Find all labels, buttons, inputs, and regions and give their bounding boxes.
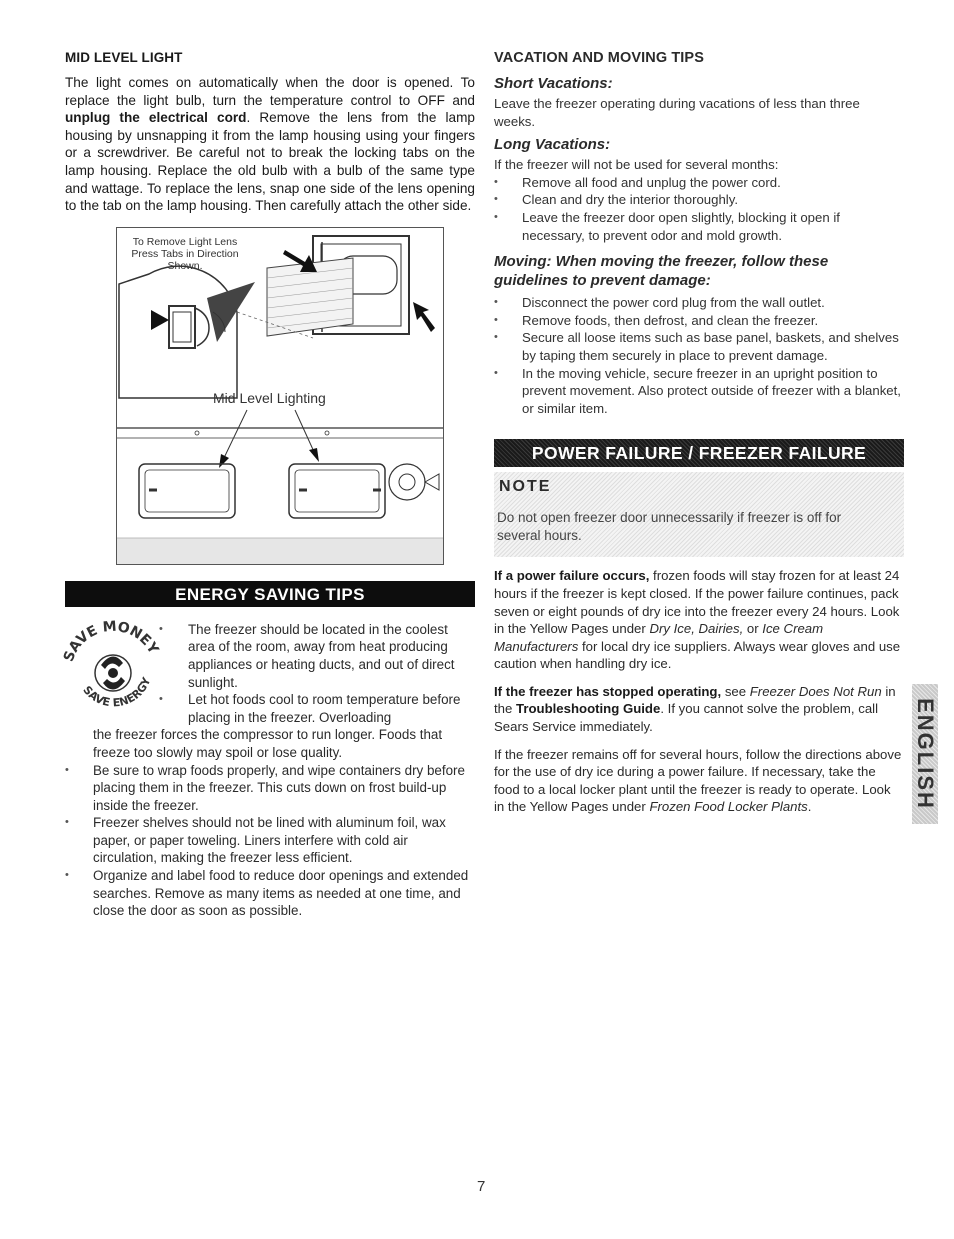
energy-tip2-continued: the freezer forces the compressor to run longer. Foods that freeze too slowly may spoil or lose quality.: [93, 727, 443, 760]
vacation-heading: VACATION AND MOVING TIPS: [494, 50, 704, 66]
mid-level-light-heading: MID LEVEL LIGHT: [65, 50, 183, 65]
long-vacations-heading: Long Vacations:: [494, 136, 611, 154]
list-item: • Disconnect the power cord plug from the wall outlet.: [494, 294, 904, 312]
freezer-off-paragraph: If the freezer remains off for several hours, follow the directions above for the use of dry ice during a power failure. If necessary, take the food to a local locker plant until the freezer is ready to operate. Look in the Yellow Pages under Frozen Food Locker Plants.: [494, 746, 902, 815]
power-failure-paragraph: If a power failure occurs, frozen foods will stay frozen for at least 24 hours if the freezer is kept closed. If the power failure continues, pack seven or eight pounds of dry ice into the freezer every 24 hours. Look in the Yellow Pages under Dry Ice, Dairies, or Ice Cream Manufacturers for local dry ice suppliers. Always wear gloves and use caution when handling dry ice.: [494, 568, 901, 672]
energy-tips-list-top: [65, 621, 475, 727]
moving-list: [494, 294, 904, 417]
note-title: NOTE: [499, 478, 552, 496]
right-column: [494, 50, 904, 816]
left-column: [60, 50, 475, 920]
list-item: • Let hot foods cool to room temperature before placing in the freezer. Overloading: [65, 691, 475, 726]
list-item: • Remove foods, then defrost, and clean the freezer.: [494, 312, 904, 330]
long-vacations-intro: If the freezer will not be used for several months:: [494, 157, 779, 173]
svg-text:SAVE ENERGY: SAVE ENERGY: [80, 675, 154, 710]
figure-label: Mid Level Lighting: [213, 389, 326, 406]
svg-text:SAVE MONEY: SAVE MONEY: [60, 618, 162, 664]
list-item: • Freezer shelves should not be lined with aluminum foil, wax paper, or paper toweling. Liners interfere with cold air circulation, making the freezer less efficient.: [65, 814, 475, 867]
language-side-tab: ENGLISH: [912, 684, 938, 824]
short-vacations-heading: Short Vacations:: [494, 75, 613, 92]
list-item: • Organize and label food to reduce door openings and extended searches. Remove as many items as needed at one time, and close the door as soon as possible.: [65, 867, 475, 920]
mid-level-light-figure: [116, 227, 444, 565]
freezer-stopped-paragraph: If the freezer has stopped operating, see Freezer Does Not Run in the Troubleshooting Guide. If you cannot solve the problem, call Sears Service immediately.: [494, 683, 896, 735]
energy-tips-list-bottom: [65, 762, 475, 920]
note-box: [494, 472, 904, 557]
list-item: • Leave the freezer door open slightly, blocking it open if necessary, to prevent odor and mold growth.: [494, 209, 904, 244]
list-item: • Be sure to wrap foods properly, and wipe containers dry before placing them in the freezer. This cuts down on frost build-up inside the freezer.: [65, 762, 475, 815]
mid-level-light-text: The light comes on automatically when the door is opened. To replace the light bulb, turn the temperature control to OFF and unplug the electrical cord. Remove the lens from the lamp housing by unsnapping it from the lamp housing using your fingers or a screwdriver. Be careful not to break the locking tabs on the lamp housing. Replace the old bulb with a bulb of the same type and wattage. To replace the lens, snap one side of the lens opening to the tab on the lamp housing. Then carefully attach the other side.: [65, 75, 475, 214]
note-text: Do not open freezer door unnecessarily if freezer is off for several hours.: [497, 510, 842, 543]
list-item: • Remove all food and unplug the power cord.: [494, 174, 904, 192]
list-item: • The freezer should be located in the coolest area of the room, away from heat producing appliances or heating ducts, and out of direct sunlight.: [65, 621, 475, 691]
long-vacations-list: [494, 174, 904, 244]
list-item: • Clean and dry the interior thoroughly.: [494, 191, 904, 209]
figure-caption: To Remove Light Lens Press Tabs in Direction Shown.: [131, 235, 239, 272]
list-item: • Secure all loose items such as base panel, baskets, and shelves by taping them securely in place to prevent damage.: [494, 329, 904, 364]
page-number: 7: [477, 1178, 486, 1195]
energy-saving-tips-banner: ENERGY SAVING TIPS: [65, 581, 475, 607]
energy-saving-tips: [60, 618, 475, 920]
list-item: • In the moving vehicle, secure freezer in an upright position to prevent movement. Also protect outside of freezer with a blanket, or similar item.: [494, 365, 904, 418]
power-failure-banner: POWER FAILURE / FREEZER FAILURE: [494, 439, 904, 467]
moving-heading: Moving: When moving the freezer, follow these guidelines to prevent damage:: [494, 253, 829, 290]
short-vacations-text: Leave the freezer operating during vacations of less than three weeks.: [494, 96, 860, 129]
